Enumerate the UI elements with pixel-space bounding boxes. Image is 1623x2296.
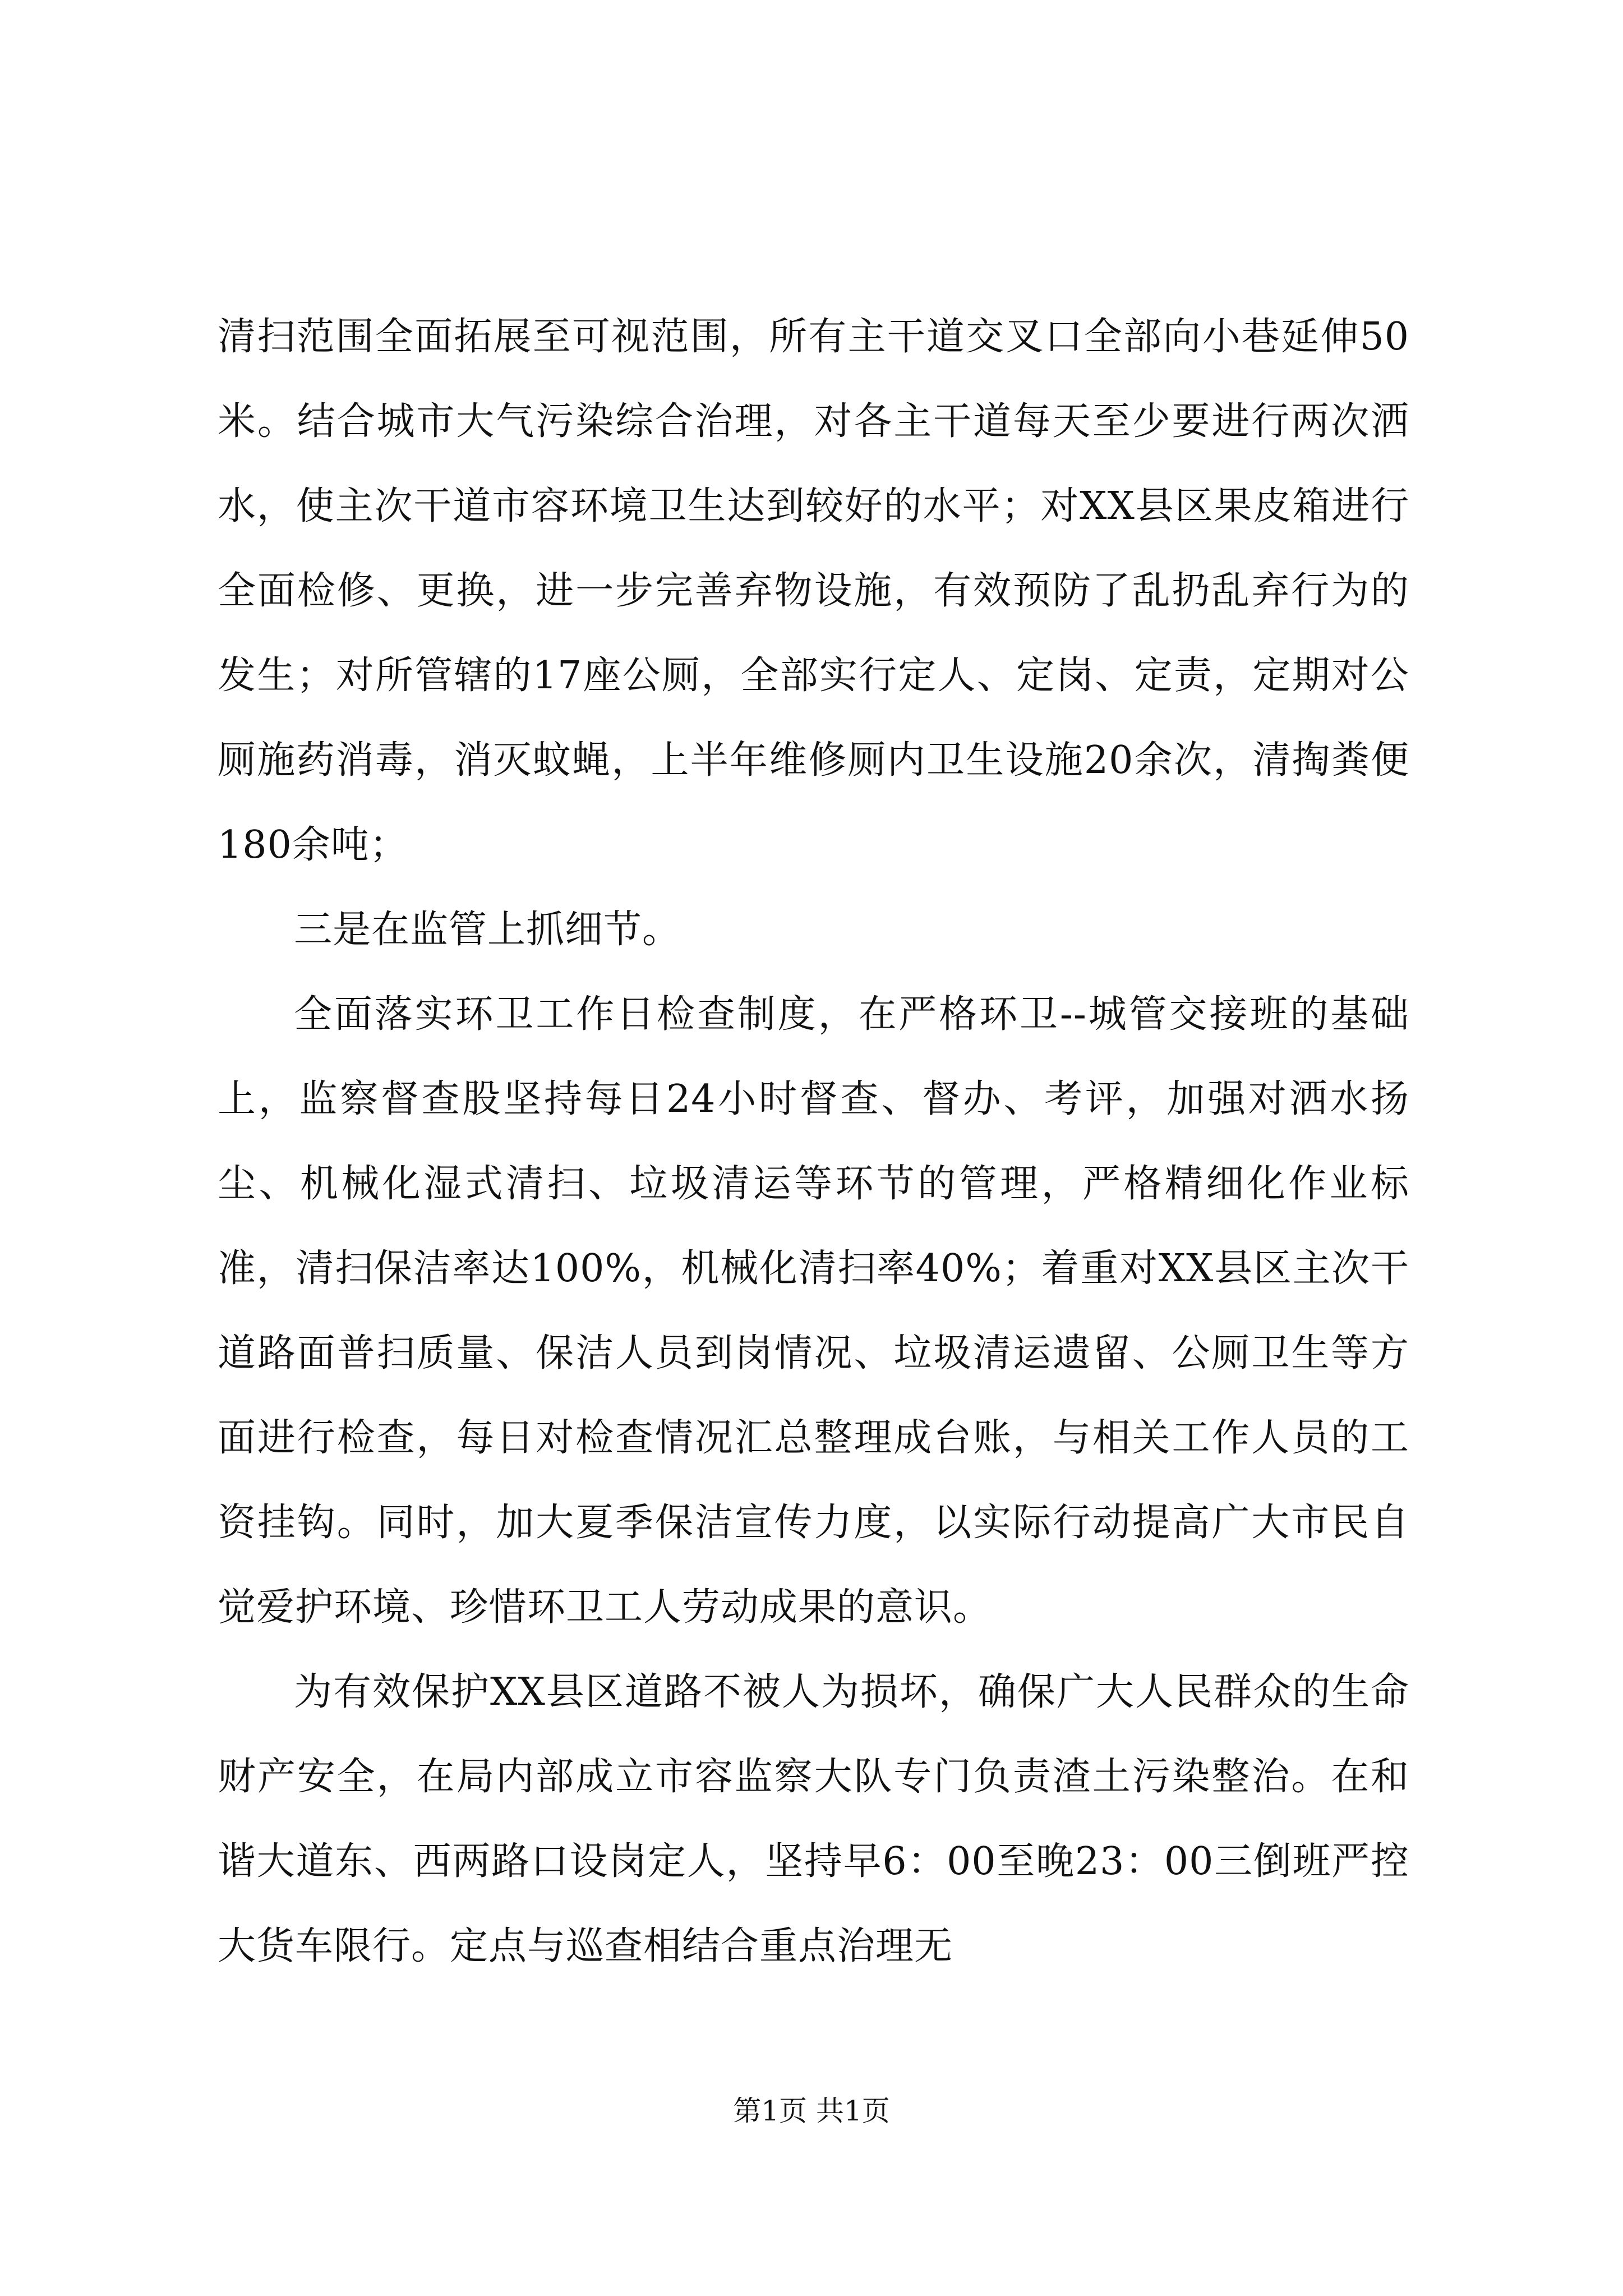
paragraph-supervision-heading: 三是在监管上抓细节。 xyxy=(294,908,681,952)
paragraph-inspection-system: 全面落实环卫工作日检查制度，在严格环卫--城管交接班的基础上，监察督查股坚持每日24小时督查、督办、考评，加强对洒水扬尘、机械化湿式清扫、垃圾清运等环节的管理，严格精细化作业标准，清扫保洁率达100%，机械化清扫率40%；着重对XX县区主次干道路面普扫质量、保洁人员到岗情况、垃圾清运遗留、公厕卫生等方面进行检查，每日对检查情况汇总整理成台账，与相关工作人员的工资挂钩。同时，加大夏季保洁宣传力度，以实际行动提高广大市民自觉爱护环境、珍惜环卫工人劳动成果的意识。 xyxy=(218,992,1409,1630)
page-footer: 第1页 共1页 xyxy=(733,2095,890,2127)
paragraph-road-protection: 为有效保护XX县区道路不被人为损坏，确保广大人民群众的生命财产安全，在局内部成立市容监察大队专门负责渣土污染整治。在和谐大道东、西两路口设岗定人，坚持早6：00至晚23：00三倒班严控大货车限行。定点与巡查相结合重点治理无 xyxy=(218,1670,1409,1968)
paragraph-cleaning-scope: 清扫范围全面拓展至可视范围，所有主干道交叉口全部向小巷延伸50米。结合城市大气污染综合治理，对各主干道每天至少要进行两次洒水，使主次干道市容环境卫生达到较好的水平；对XX县区果皮箱进行全面检修、更换，进一步完善弃物设施，有效预防了乱扔乱弃行为的发生；对所管辖的17座公厕，全部实行定人、定岗、定责，定期对公厕施药消毒，消灭蚊蝇，上半年维修厕内卫生设施20余次，清掏粪便180余吨； xyxy=(218,315,1409,867)
document-body xyxy=(218,295,1409,1989)
